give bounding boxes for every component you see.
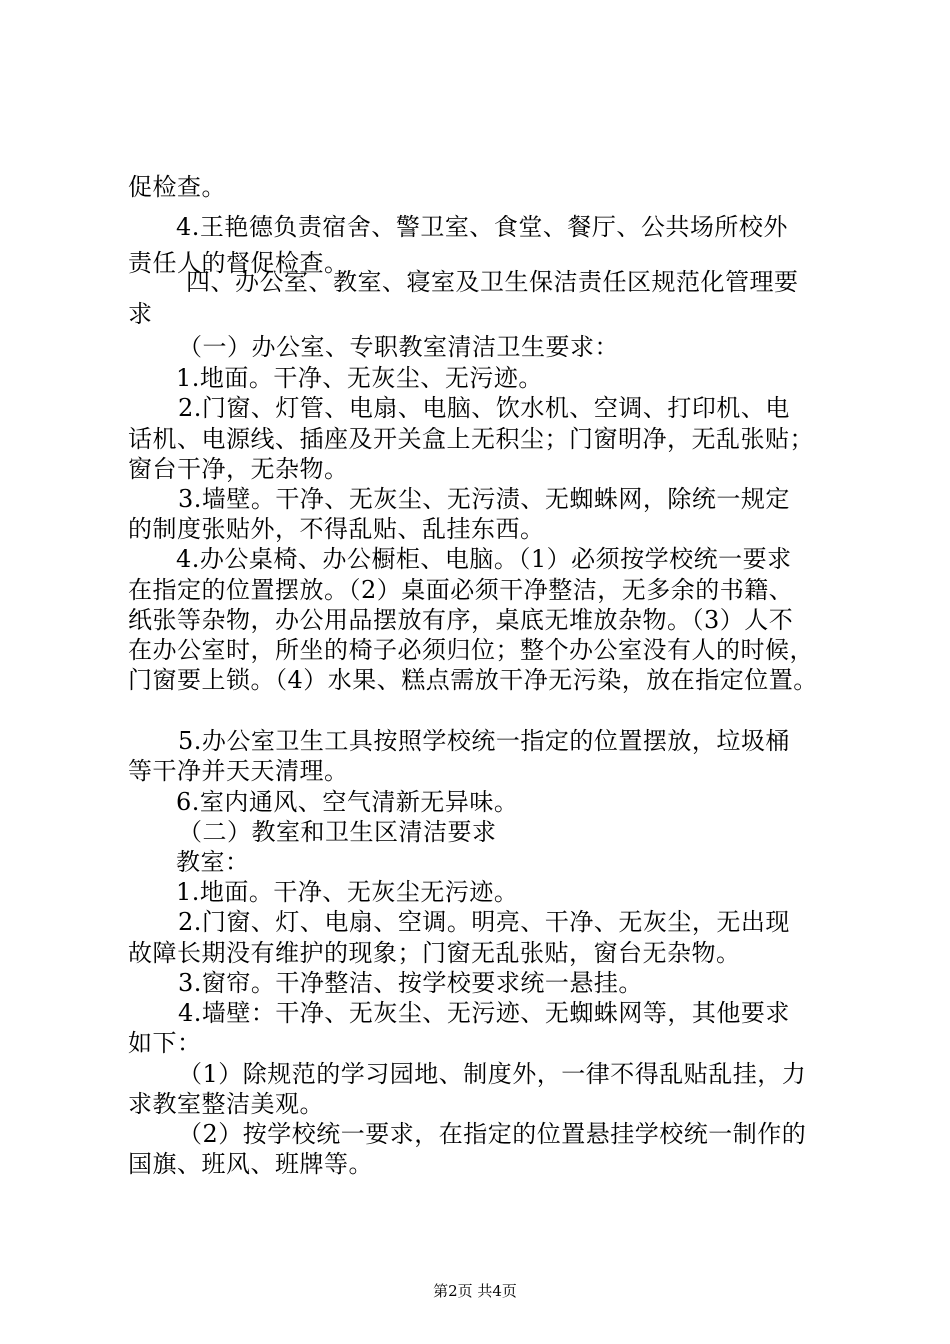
text-line: （1）除规范的学习园地、制度外，一律不得乱贴乱挂，力	[178, 1060, 807, 1088]
text-line: 1.地面。干净、无灰尘无污迹。	[176, 878, 519, 906]
subsection-heading: （二）教室和卫生区清洁要求	[178, 818, 497, 846]
text-line: 等干净并天天清理。	[128, 757, 349, 785]
text-line: 在办公室时，所坐的椅子必须归位；整个办公室没有人的时候，	[128, 636, 814, 664]
text-line: 国旗、班风、班牌等。	[128, 1150, 373, 1178]
text-line: 4.墙壁：干净、无灰尘、无污迹、无蜘蛛网等，其他要求	[178, 999, 790, 1027]
text-line: 的制度张贴外，不得乱贴、乱挂东西。	[128, 515, 545, 543]
text-line: 如下：	[128, 1029, 202, 1057]
text-line: 话机、电源线、插座及开关盒上无积尘；门窗明净，无乱张贴；	[128, 425, 814, 453]
text-line: 故障长期没有维护的现象；门窗无乱张贴，窗台无杂物。	[128, 939, 741, 967]
text-line: 5.办公室卫生工具按照学校统一指定的位置摆放，垃圾桶	[178, 727, 790, 755]
text-line: 4.办公桌椅、办公橱柜、电脑。（1）必须按学校统一要求	[176, 545, 792, 573]
text-line: 教室：	[176, 848, 250, 876]
text-line: 促检查。	[128, 173, 226, 201]
text-line: 责任人的督促检查。	[128, 249, 349, 277]
text-line: 门窗要上锁。（4）水果、糕点需放干净无污染，放在指定位置。	[128, 666, 818, 694]
text-line: 纸张等杂物，办公用品摆放有序，桌底无堆放杂物。（3）人不	[128, 606, 794, 634]
subsection-heading: （一）办公室、专职教室清洁卫生要求：	[178, 333, 619, 361]
text-line: （2）按学校统一要求，在指定的位置悬挂学校统一制作的	[178, 1120, 807, 1148]
text-line: 3.墙壁。干净、无灰尘、无污渍、无蜘蛛网，除统一规定	[178, 485, 790, 513]
text-line: 窗台干净，无杂物。	[128, 455, 349, 483]
text-line: 2.门窗、灯管、电扇、电脑、饮水机、空调、打印机、电	[178, 394, 790, 422]
section-heading: 求	[128, 300, 153, 328]
page-number-footer: 第2页 共4页	[433, 1282, 517, 1300]
text-line: 求教室整洁美观。	[128, 1090, 324, 1118]
section-heading: 四、办公室、教室、寝室及卫生保洁责任区规范化管理要	[186, 268, 799, 296]
text-line: 3.窗帘。干净整洁、按学校要求统一悬挂。	[178, 969, 643, 997]
text-line: 6.室内通风、空气清新无异味。	[176, 788, 519, 816]
text-line: 4.王艳德负责宿舍、警卫室、食堂、餐厅、公共场所校外	[176, 213, 788, 241]
text-line: 1.地面。干净、无灰尘、无污迹。	[176, 364, 543, 392]
text-line: 在指定的位置摆放。（2）桌面必须干净整洁，无多余的书籍、	[128, 576, 794, 604]
text-line: 2.门窗、灯、电扇、空调。明亮、干净、无灰尘，无出现	[178, 908, 790, 936]
